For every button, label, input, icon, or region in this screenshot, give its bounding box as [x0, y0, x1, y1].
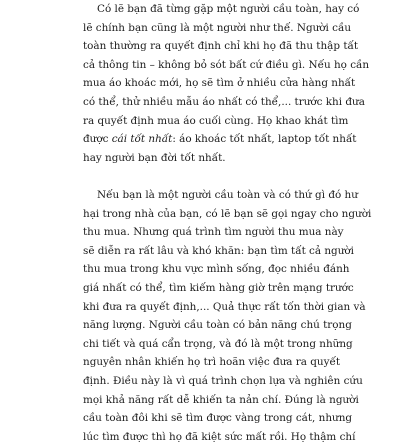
- italic-phrase: cái tốt nhất: [111, 133, 173, 146]
- text-line: mua áo khoác mới, họ sẽ tìm ở nhiều cửa hàng nhất: [83, 77, 356, 90]
- text-line: cả thông tin – không bỏ sót bất cứ điều gì. Nếu họ cần: [83, 58, 370, 71]
- text-line: cầu toàn đôi khi sẽ tìm được vàng trong cát, nhưng: [83, 412, 353, 425]
- text-line: lúc tìm được thì họ đã kiệt sức mất rồi. Họ thậm chí: [83, 430, 356, 443]
- text-line: có thể, thử nhiều mẫu áo nhất có thể,... trước khi đưa: [83, 95, 365, 108]
- text-line: toàn thường ra quyết định chỉ khi họ đã thu thập tất: [83, 40, 359, 53]
- text-line: khi đưa ra quyết định,... Quả thực rất tốn thời gian và: [83, 300, 366, 313]
- text-segment: : áo khoác tốt nhất, laptop tốt nhất: [172, 133, 357, 146]
- text-line: Nếu bạn là một người cầu toàn và có thứ gì đó hư: [97, 189, 358, 201]
- text-segment: được: [83, 133, 112, 146]
- text-line: năng lượng. Người cầu toàn có bản năng chú trọng: [83, 319, 352, 332]
- text-line: Có lẽ bạn đã từng gặp một người cầu toàn, hay có: [97, 3, 360, 15]
- text-line: thu mua. Nhưng quá trình tìm người thu mua này: [83, 226, 344, 239]
- paragraph-hiring-example: [83, 186, 372, 446]
- text-line: mọi khả năng rất dễ khiến ta nản chí. Đúng là người: [83, 393, 359, 406]
- text-line: hay người bạn đời tốt nhất.: [83, 151, 226, 164]
- text-line: định. Điều này là vì quá trình chọn lựa và nghiên cứu: [83, 374, 363, 387]
- text-line: sẽ diễn ra rất lâu và khó khăn: bạn tìm tất cả người: [83, 244, 354, 257]
- text-line: nguyên nhân khiến họ trì hoãn việc đưa ra quyết: [83, 356, 341, 369]
- paragraph-perfectionist-intro: [83, 0, 370, 167]
- text-line: giá nhất có thể, tìm kiếm hàng giờ trên mạng trước: [83, 281, 354, 294]
- text-line: lẽ chính bạn cũng là một người như thế. Người cầu: [83, 21, 352, 34]
- text-line: thu mua trong khu vực mình sống, đọc nhiều đánh: [83, 263, 350, 276]
- text-line: hại trong nhà của bạn, có lẽ bạn sẽ gọi ngay cho người: [83, 207, 372, 220]
- text-line: chi tiết và quá cẩn trọng, và đó là một trong những: [83, 337, 353, 350]
- text-line-with-italic: [83, 130, 357, 149]
- text-line: ra quyết định mua áo cuối cùng. Họ khao khát tìm: [83, 114, 349, 127]
